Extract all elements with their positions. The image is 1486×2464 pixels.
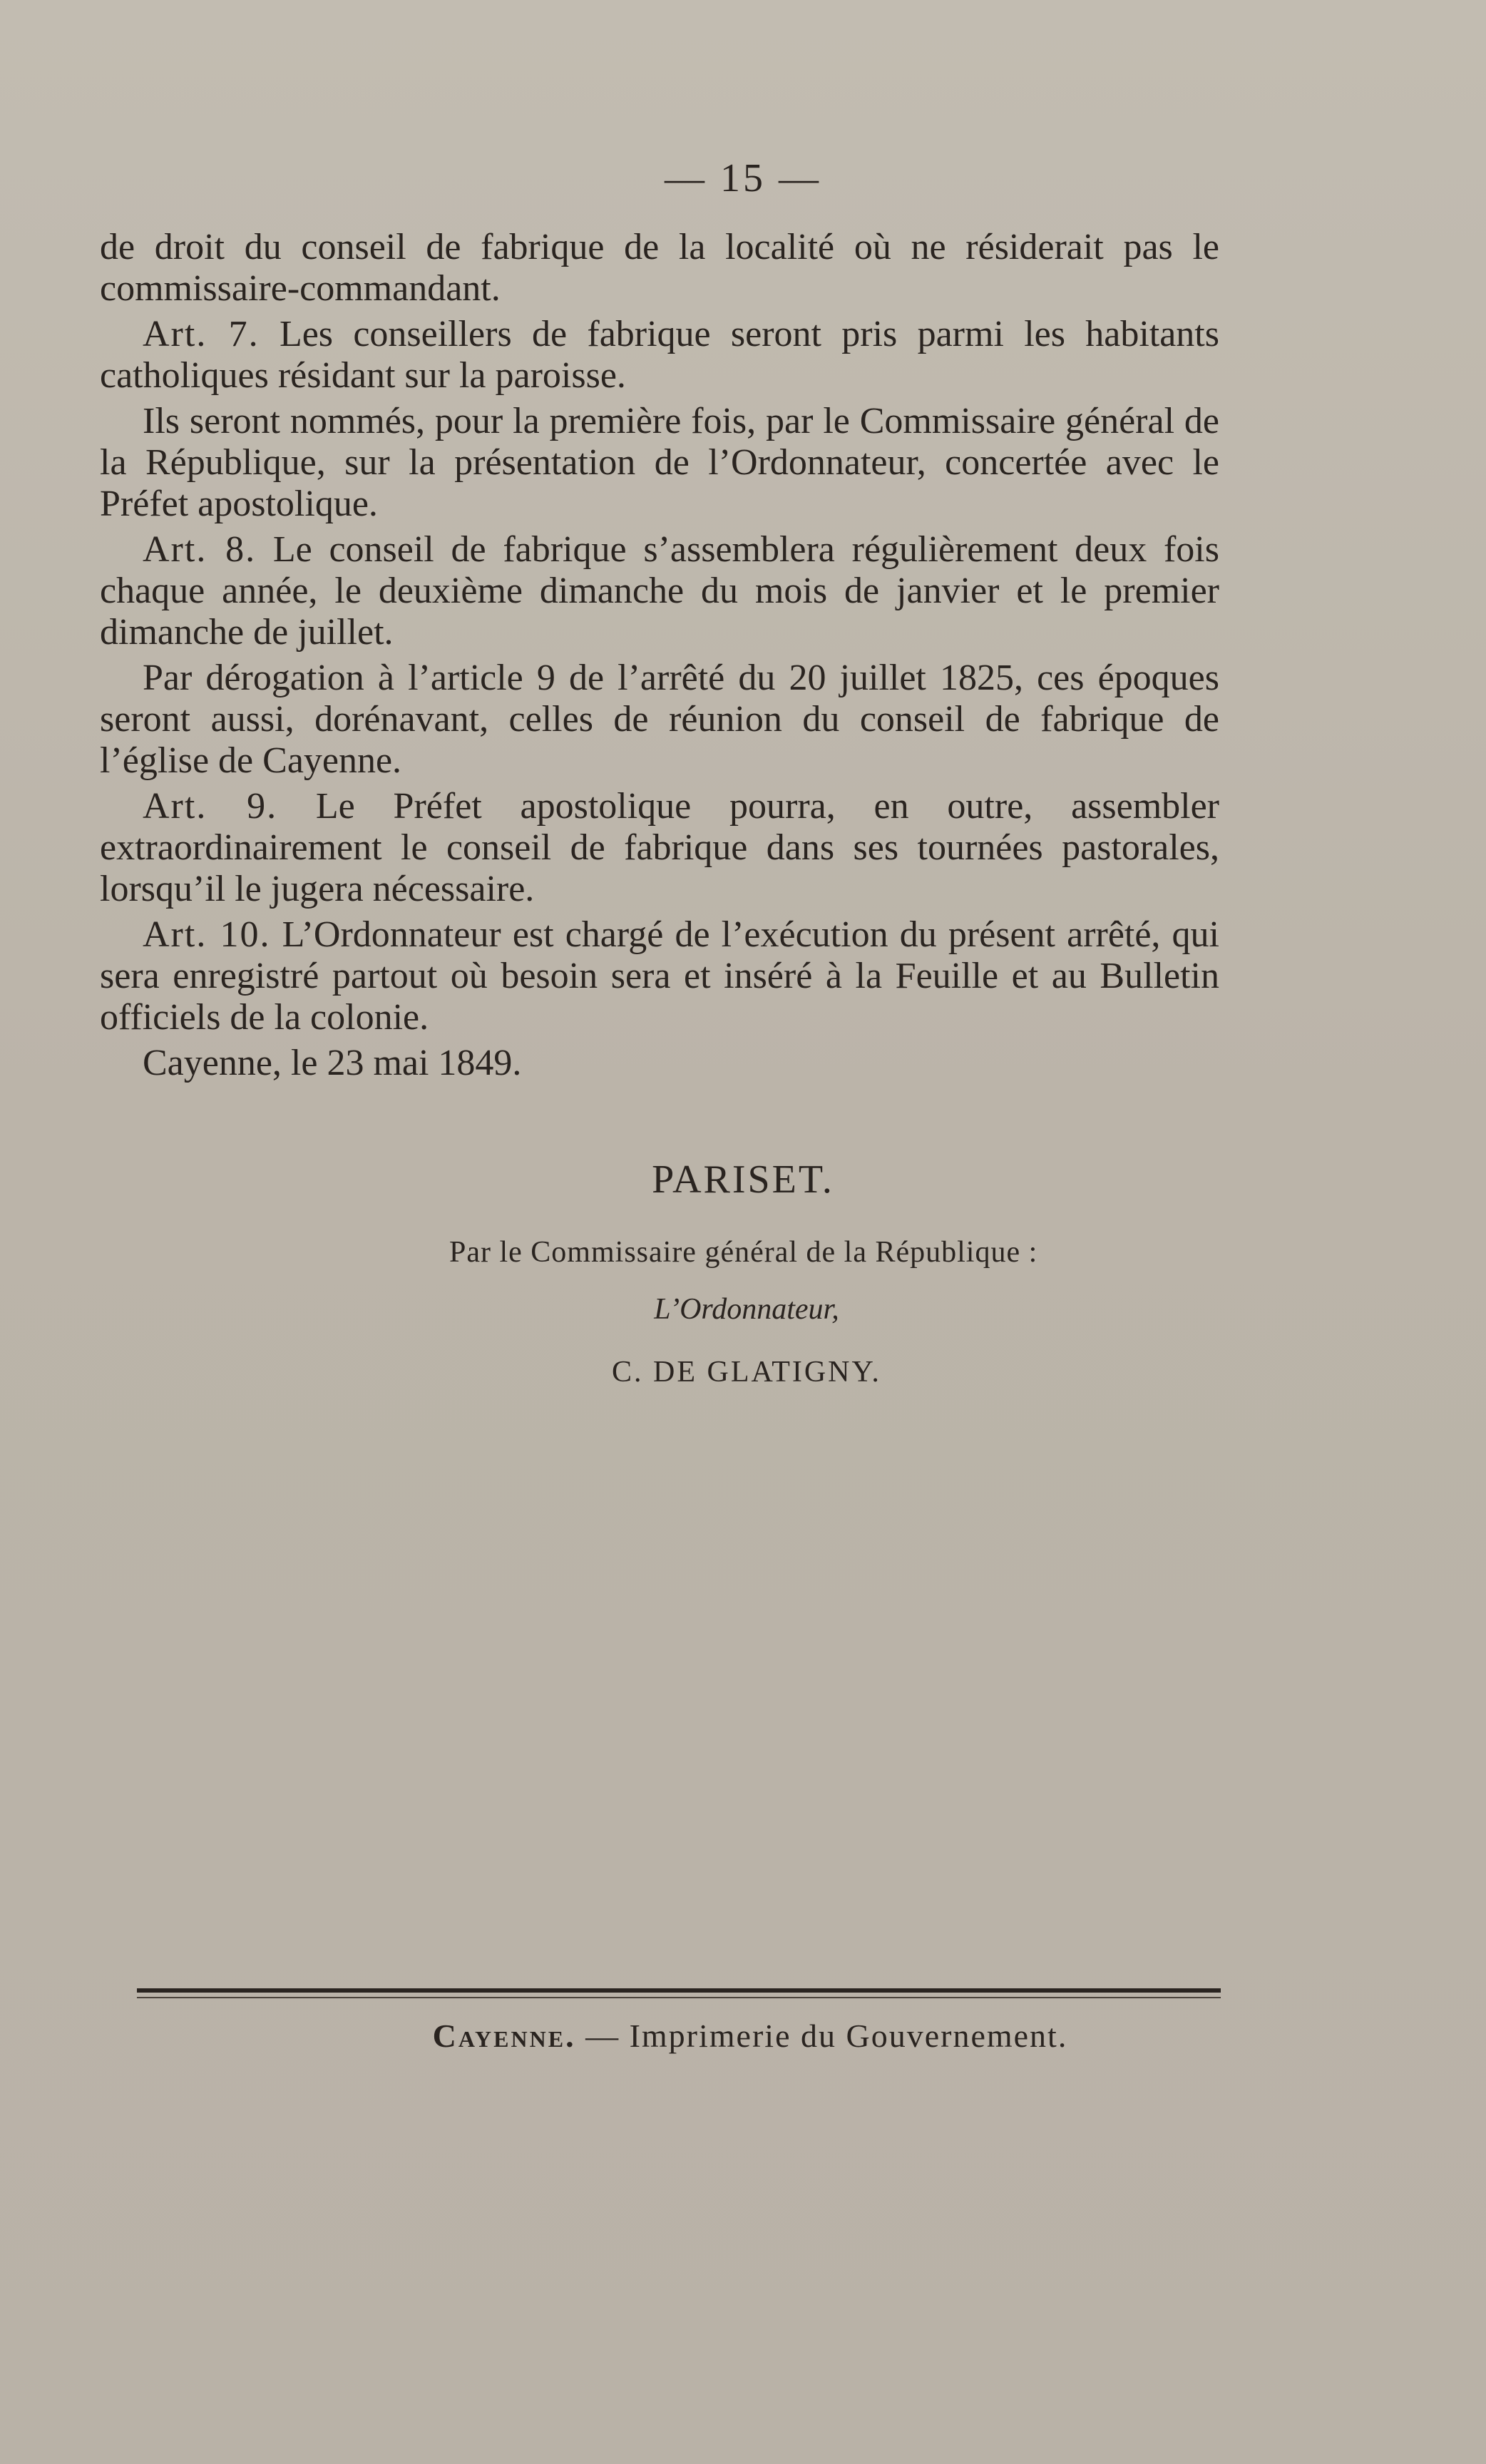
signature-authority-line: Par le Commissaire général de la République : bbox=[449, 1236, 1038, 1269]
article-label: Art. 8. bbox=[143, 529, 257, 570]
article-text: Le Préfet apostolique pourra, en outre, assembler extraordinairement le conseil de fabrique dans ses tournées pastorales, lorsqu’il le jugera nécessaire. bbox=[100, 786, 1219, 909]
article-8 bbox=[100, 529, 1219, 653]
imprint-text: — Imprimerie du Gouvernement. bbox=[575, 2018, 1068, 2054]
article-label: Art. 10. bbox=[143, 914, 271, 955]
article-7 bbox=[100, 314, 1219, 397]
signature-glatigny: C. DE GLATIGNY. bbox=[612, 1356, 881, 1389]
page-number: — 15 — bbox=[665, 156, 821, 200]
article-text: Le conseil de fabrique s’assemblera régulièrement deux fois chaque année, le deuxième dimanche du mois de janvier et le premier dimanche de juillet. bbox=[100, 529, 1219, 653]
footer-rule bbox=[137, 1988, 1221, 1993]
printer-imprint bbox=[0, 2017, 1486, 2055]
paragraph-nomination: Ils seront nommés, pour la première fois, par le Commissaire général de la République, sur la présentation de l’Ordonnateur, concertée avec le Préfet apostolique. bbox=[100, 401, 1219, 524]
signature-pariset: PARISET. bbox=[652, 1157, 834, 1202]
article-9 bbox=[100, 786, 1219, 910]
paragraph-continuation: de droit du conseil de fabrique de la localité où ne résiderait pas le commissaire-commandant. bbox=[100, 227, 1219, 309]
signature-title: L’Ordonnateur, bbox=[654, 1293, 839, 1326]
article-label: Art. 7. bbox=[143, 314, 260, 354]
article-10 bbox=[100, 914, 1219, 1038]
article-text: Les conseillers de fabrique seront pris parmi les habitants catholiques résidant sur la paroisse. bbox=[100, 314, 1219, 396]
body-text bbox=[100, 227, 1219, 1084]
paragraph-derogation: Par dérogation à l’article 9 de l’arrêté du 20 juillet 1825, ces époques seront aussi, dorénavant, celles de réunion du conseil de fabrique de l’église de Cayenne. bbox=[100, 658, 1219, 781]
imprint-city: Cayenne. bbox=[432, 2018, 576, 2054]
footer-rule-thin bbox=[137, 1997, 1221, 1998]
article-text: L’Ordonnateur est chargé de l’exécution du présent arrêté, qui sera enregistré partout où besoin sera et inséré à la Feuille et au Bulletin officiels de la colonie. bbox=[100, 914, 1220, 1038]
date-line: Cayenne, le 23 mai 1849. bbox=[143, 1043, 522, 1083]
article-label: Art. 9. bbox=[143, 786, 278, 827]
